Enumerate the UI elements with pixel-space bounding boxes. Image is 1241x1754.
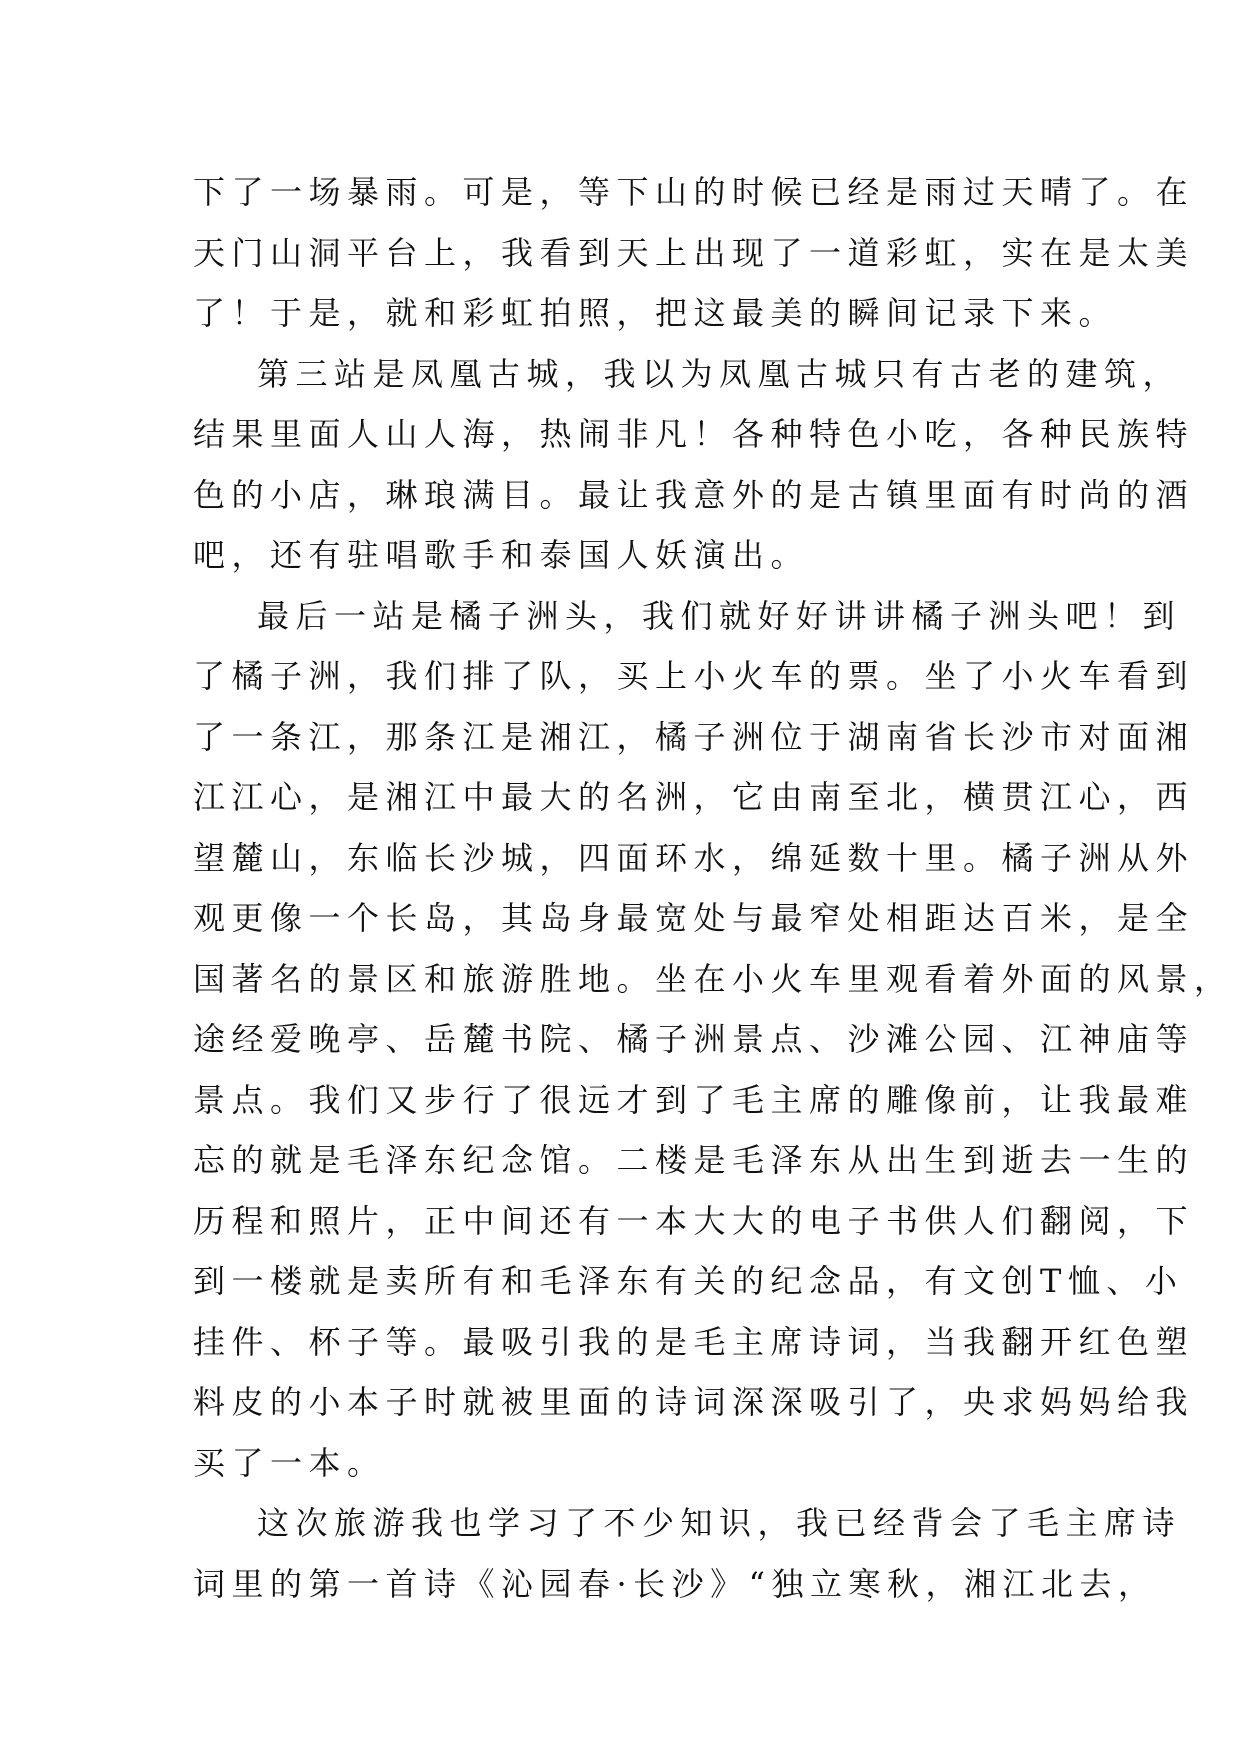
- text-line: 途经爱晚亭、岳麓书院、橘子洲景点、沙滩公园、江神庙等: [193, 1020, 1195, 1058]
- text-line: 词里的第一首诗《沁园春·长沙》“独立寒秋，湘江北去，: [193, 1564, 1157, 1603]
- text-line: 吧，还有驻唱歌手和泰国人妖演出。: [193, 536, 810, 574]
- paragraph-start-line: 第三站是凤凰古城，我以为凤凰古城只有古老的建筑，: [257, 354, 1182, 393]
- text-line: 结果里面人山人海，热闹非凡！各种特色小吃，各种民族特: [193, 415, 1195, 453]
- text-line: 景点。我们又步行了很远才到了毛主席的雕像前，让我最难: [193, 1080, 1195, 1119]
- text-line: 到一楼就是卖所有和毛泽东有关的纪念品，有文创T恤、小: [193, 1262, 1184, 1300]
- essay-body: [193, 162, 1233, 1614]
- text-line: 了橘子洲，我们排了队，买上小火车的票。坐了小火车看到: [193, 657, 1195, 695]
- text-line: 望麓山，东临长沙城，四面环水，绵延数十里。橘子洲从外: [193, 838, 1195, 877]
- text-line: 买了一本。: [193, 1443, 386, 1482]
- text-line: 国著名的景区和旅游胜地。坐在小火车里观看着外面的风景，: [193, 959, 1233, 998]
- text-line: 了一条江，那条江是湘江，橘子洲位于湖南省长沙市对面湘: [193, 717, 1195, 756]
- text-line: 观更像一个长岛，其岛身最宽处与最窄处相距达百米，是全: [193, 899, 1195, 937]
- text-line: 天门山洞平台上，我看到天上出现了一道彩虹，实在是太美: [193, 233, 1195, 272]
- paragraph-start-line: 这次旅游我也学习了不少知识，我已经背会了毛主席诗: [257, 1504, 1182, 1542]
- text-line: 下了一场暴雨。可是，等下山的时候已经是雨过天晴了。在: [193, 173, 1195, 211]
- text-line: 历程和照片，正中间还有一本大大的电子书供人们翻阅，下: [193, 1201, 1195, 1240]
- text-line: 料皮的小本子时就被里面的诗词深深吸引了，央求妈妈给我: [193, 1383, 1195, 1421]
- text-line: 江江心，是湘江中最大的名洲，它由南至北，横贯江心，西: [193, 778, 1195, 816]
- paragraph-start-line: 最后一站是橘子洲头，我们就好好讲讲橘子洲头吧！到: [257, 596, 1182, 635]
- text-line: 色的小店，琳琅满目。最让我意外的是古镇里面有时尚的酒: [193, 475, 1195, 514]
- text-line: 了！于是，就和彩虹拍照，把这最美的瞬间记录下来。: [193, 294, 1118, 332]
- text-line: 挂件、杯子等。最吸引我的是毛主席诗词，当我翻开红色塑: [193, 1322, 1195, 1361]
- text-line: 忘的就是毛泽东纪念馆。二楼是毛泽东从出生到逝去一生的: [193, 1141, 1195, 1179]
